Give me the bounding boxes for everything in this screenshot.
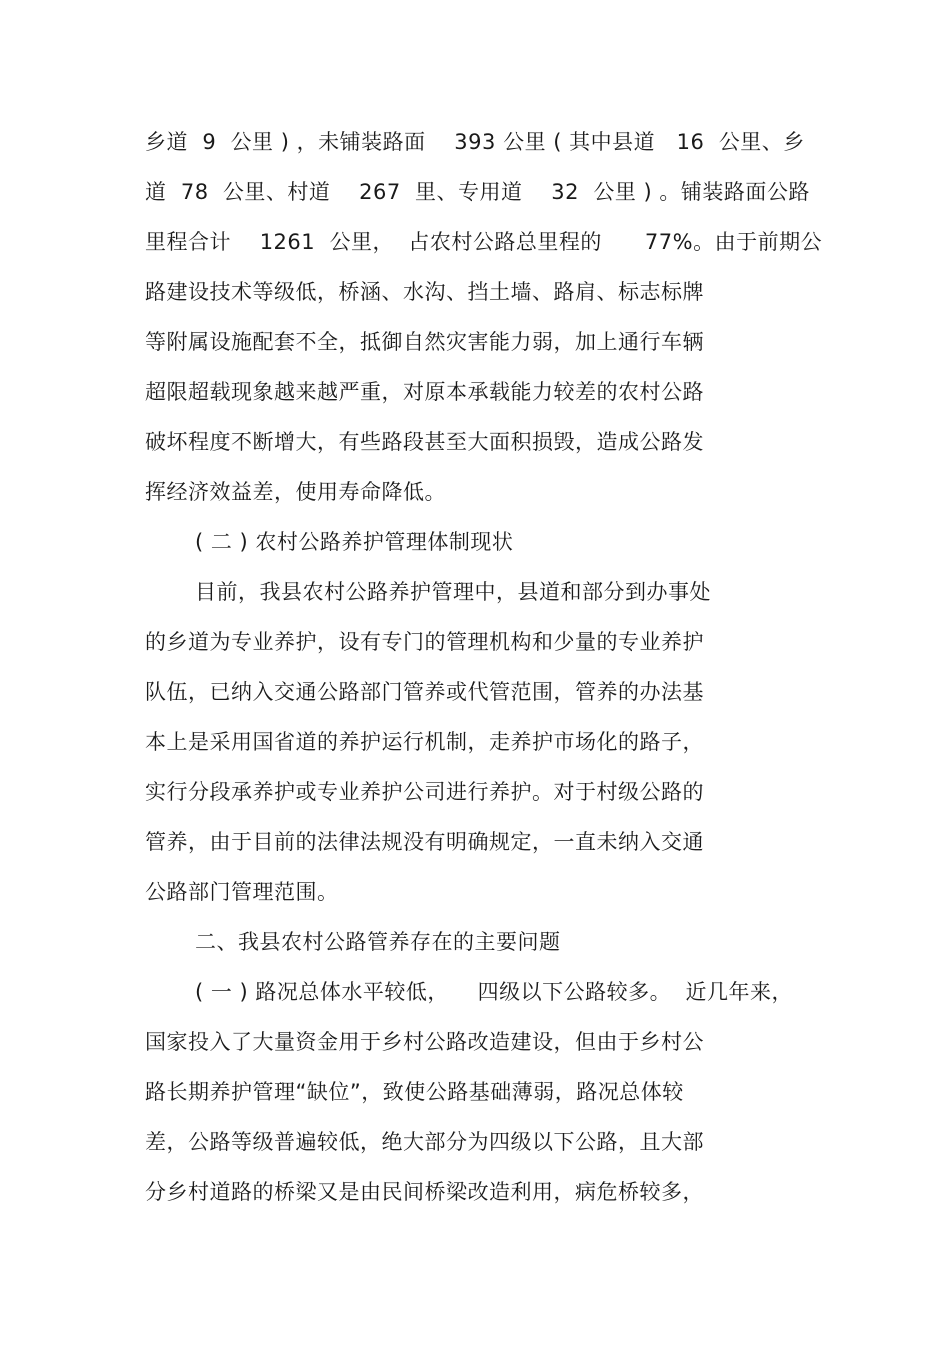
section-heading: ( 二 ) 农村公路养护管理体制现状: [195, 530, 514, 554]
text-line: 公路部门管理范围。: [145, 880, 339, 904]
text-line: 破坏程度不断增大，有些路段甚至大面积损毁，造成公路发: [145, 430, 704, 454]
text-line: 实行分段承养护或专业养护公司进行养护。对于村级公路的: [145, 780, 704, 804]
text-line: ( 一 ) 路况总体水平较低， 四级以下公路较多。 近几年来，: [195, 980, 793, 1004]
text-line: 分乡村道路的桥梁又是由民间桥梁改造利用，病危桥较多，: [145, 1180, 704, 1204]
text-line: 里程合计 1261 公里， 占农村公路总里程的 77%。由于前期公: [145, 230, 823, 254]
text-line: 目前，我县农村公路养护管理中，县道和部分到办事处: [195, 580, 711, 604]
section-heading: 二、我县农村公路管养存在的主要问题: [195, 930, 561, 954]
text-line: 道 78 公里、村道 267 里、专用道 32 公里 ) 。铺装路面公路: [145, 180, 810, 204]
text-line: 乡道 9 公里 ) ，未铺装路面 393 公里 ( 其中县道 16 公里、乡: [145, 130, 805, 154]
text-line: 队伍，已纳入交通公路部门管养或代管范围，管养的办法基: [145, 680, 704, 704]
text-line: 挥经济效益差，使用寿命降低。: [145, 480, 446, 504]
text-line: 管养，由于目前的法律法规没有明确规定，一直未纳入交通: [145, 830, 704, 854]
text-line: 差，公路等级普遍较低，绝大部分为四级以下公路，且大部: [145, 1130, 704, 1154]
text-line: 的乡道为专业养护，设有专门的管理机构和少量的专业养护: [145, 630, 704, 654]
text-line: 路长期养护管理“缺位”，致使公路基础薄弱，路况总体较: [145, 1080, 684, 1104]
text-line: 本上是采用国省道的养护运行机制，走养护市场化的路子，: [145, 730, 704, 754]
text-line: 路建设技术等级低，桥涵、水沟、挡土墙、路肩、标志标牌: [145, 280, 704, 304]
text-line: 国家投入了大量资金用于乡村公路改造建设，但由于乡村公: [145, 1030, 704, 1054]
text-line: 超限超载现象越来越严重，对原本承载能力较差的农村公路: [145, 380, 704, 404]
text-line: 等附属设施配套不全，抵御自然灾害能力弱，加上通行车辆: [145, 330, 704, 354]
